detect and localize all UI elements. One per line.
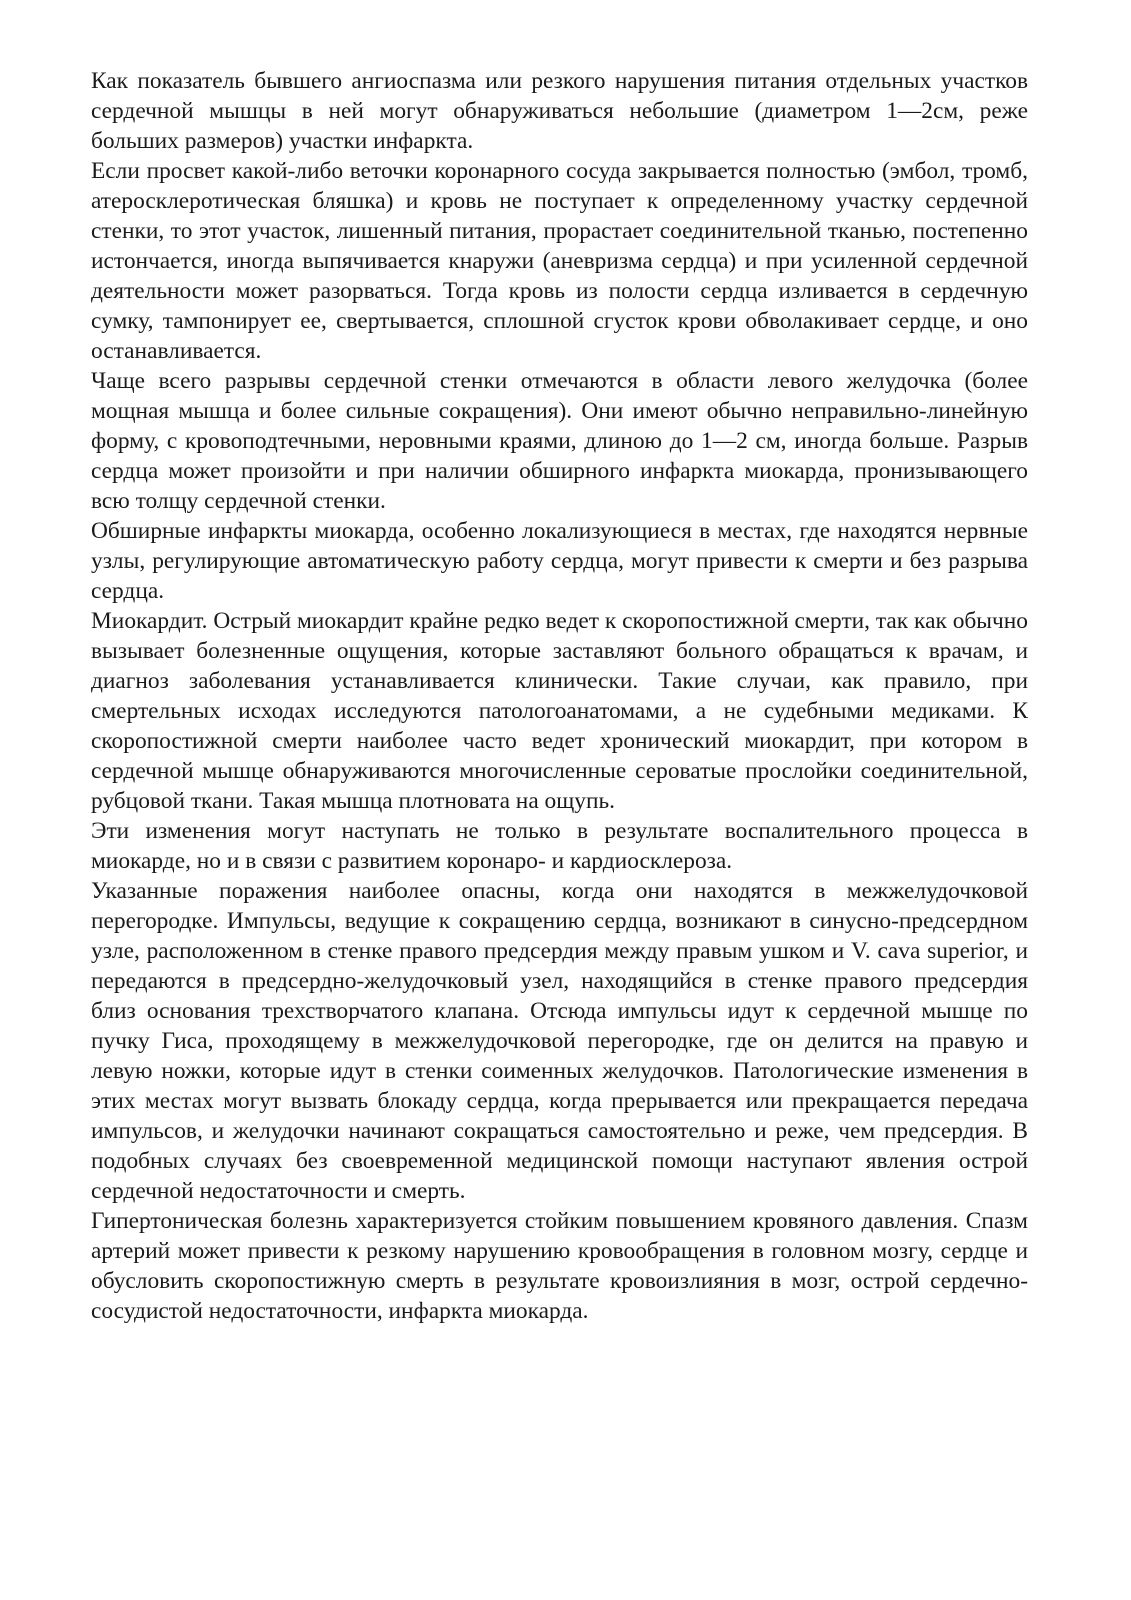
paragraph-conduction-system: Указанные поражения наиболее опасны, когда они находятся в межжелудочковой перегородке. Импульсы, ведущие к сокращению сердца, возникают в синусно-предсердном узле, расположенном в стенке правого предсердия между правым ушком и V. cava superior, и передаются в предсердно-желудочковый узел, находящийся в стенке правого предсердия близ основания трехстворчатого клапана. Отсюда импульсы идут к сердечной мышце по пучку Гиса, проходящему в межжелудочковой перегородке, где он делится на правую и левую ножки, которые идут в стенки соименных желудочков. Патологические изменения в этих местах могут вызвать блокаду сердца, когда прерывается или прекращается передача импульсов, и желудочки начинают сокращаться самостоятельно и реже, чем предсердия. В подобных случаях без своевременной медицинской помощи наступают явления острой сердечной недостаточности и смерть. [91,878,1028,1204]
paragraph-wall-ruptures: Чаще всего разрывы сердечной стенки отмечаются в области левого желудочка (более мощная мышца и более сильные сокращения). Они имеют обычно неправильно-линейную форму, с кровоподтечными, неровными краями, длиною до 1—2 см, иногда больше. Разрыв сердца может произойти и при наличии обширного инфаркта миокарда, пронизывающего всю толщу сердечной стенки. [91,368,1028,514]
document-page [91,66,1028,1326]
paragraph-micro-infarcts: Как показатель бывшего ангиоспазма или резкого нарушения питания отдельных участков сердечной мышцы в ней могут обнаруживаться небольшие (диаметром 1—2см, реже больших размеров) участки инфаркта. [91,68,1028,154]
paragraph-hypertension: Гипертоническая болезнь характеризуется стойким повышением кровяного давления. Спазм артерий может привести к резкому нарушению кровообращения в головном мозгу, сердце и обусловить скоропостижную смерть в результате кровоизлияния в мозг, острой сердечно-сосудистой недостаточности, инфаркта миокарда. [91,1208,1028,1324]
paragraph-aneurysm-rupture: Если просвет какой-либо веточки коронарного сосуда закрывается полностью (эмбол, тромб, атеросклеротическая бляшка) и кровь не поступает к определенному участку сердечной стенки, то этот участок, лишенный питания, прорастает соединительной тканью, постепенно истончается, иногда выпячивается кнаружи (аневризма сердца) и при усиленной сердечной деятельности может разорваться. Тогда кровь из полости сердца изливается в сердечную сумку, тампонирует ее, свертывается, сплошной сгусток крови обволакивает сердце, и оно останавливается. [91,158,1028,364]
paragraph-myocarditis: Миокардит. Острый миокардит крайне редко ведет к скоропостижной смерти, так как обычно вызывает болезненные ощущения, которые заставляют больного обращаться к врачам, и диагноз заболевания устанавливается клинически. Такие случаи, как правило, при смертельных исходах исследуются патологоанатомами, а не судебными медиками. К скоропостижной смерти наиболее часто ведет хронический миокардит, при котором в сердечной мышце обнаруживаются многочисленные сероватые прослойки соединительной, рубцовой ткани. Такая мышца плотновата на ощупь. [91,608,1028,814]
paragraph-sclerosis-changes: Эти изменения могут наступать не только в результате воспалительного процесса в миокарде, но и в связи с развитием коронаро- и кардиосклероза. [91,818,1028,874]
paragraph-extensive-infarcts: Обширные инфаркты миокарда, особенно локализующиеся в местах, где находятся нервные узлы, регулирующие автоматическую работу сердца, могут привести к смерти и без разрыва сердца. [91,518,1028,604]
